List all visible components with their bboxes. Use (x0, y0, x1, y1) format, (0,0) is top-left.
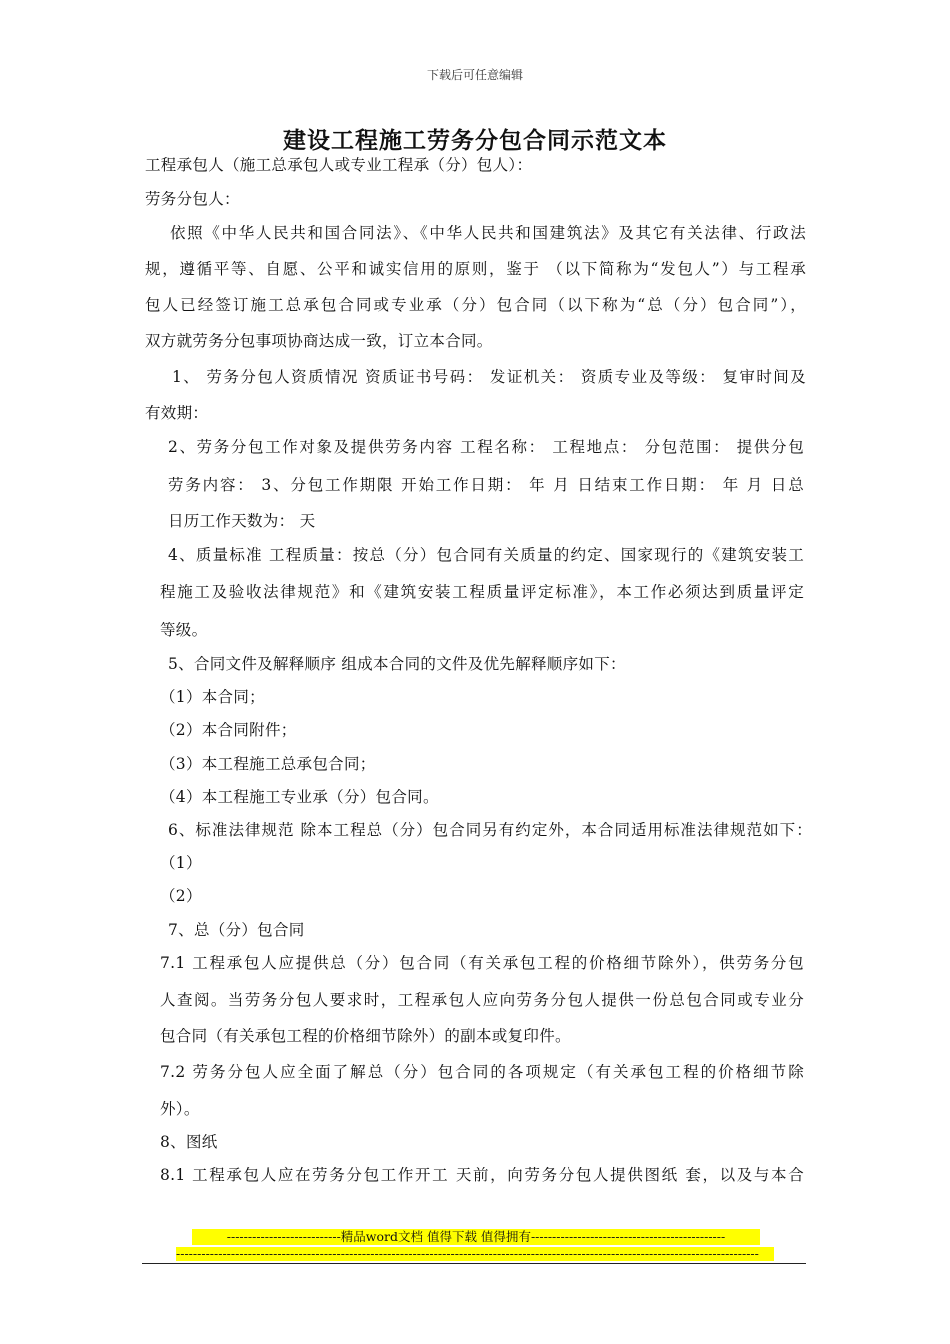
body-line: 有效期： (145, 404, 209, 422)
document-title: 建设工程施工劳务分包合同示范文本 (283, 127, 667, 154)
header-note: 下载后可任意编辑 (426, 68, 523, 82)
body-line: （4）本工程施工专业承（分）包合同。 (160, 788, 439, 806)
body-line: 规，遵循平等、自愿、公平和诚实信用的原则，鉴于 （以下简称为“发包人”）与工程承 (145, 260, 806, 278)
footer-dash-line: ------------------------------------------------------------------------------------------------------------------------------------------ (176, 1247, 774, 1261)
body-line: 人查阅。当劳务分包人要求时，工程承包人应向劳务分包人提供一份总包合同或专业分 (160, 991, 804, 1009)
body-line: 等级。 (160, 621, 208, 639)
body-line: 依照《中华人民共和国合同法》、《中华人民共和国建筑法》及其它有关法律、行政法 (170, 224, 806, 242)
body-line: （2）本合同附件； (160, 721, 297, 739)
body-line: （2） (160, 887, 202, 905)
body-line: 7.2 劳务分包人应全面了解总（分）包合同的各项规定（有关承包工程的价格细节除 (160, 1063, 804, 1081)
body-line: 6、标准法律规范 除本工程总（分）包合同另有约定外，本合同适用标准法律规范如下： (168, 821, 812, 839)
body-line: 4、质量标准 工程质量：按总（分）包合同有关质量的约定、国家现行的《建筑安装工 (168, 546, 804, 564)
body-line: 劳务分包人： (145, 190, 240, 208)
body-line: 双方就劳务分包事项协商达成一致，订立本合同。 (145, 332, 493, 350)
body-line: 7、总（分）包合同 (168, 921, 305, 939)
body-line: 5、合同文件及解释顺序 组成本合同的文件及优先解释顺序如下： (168, 655, 626, 673)
body-line: 2、劳务分包工作对象及提供劳务内容 工程名称： 工程地点： 分包范围： 提供分包 (168, 438, 804, 456)
body-line: 1、 劳务分包人资质情况 资质证书号码： 发证机关： 资质专业及等级： 复审时间及 (172, 368, 806, 386)
body-line: 7.1 工程承包人应提供总（分）包合同（有关承包工程的价格细节除外），供劳务分包 (160, 954, 804, 972)
body-line: 日历工作天数为： 天 (168, 512, 316, 530)
body-line: （1）本合同； (160, 688, 265, 706)
body-line: 8、图纸 (160, 1133, 218, 1151)
body-line: 外）。 (160, 1100, 200, 1118)
body-line: 劳务内容： 3、分包工作期限 开始工作日期： 年 月 日结束工作日期： 年 月 日总 (168, 476, 804, 494)
footer-banner: ---------------------------精品word文档 值得下载 值得拥有---------------------------------------------- (192, 1229, 760, 1245)
body-line: 程施工及验收法律规范》和《建筑安装工程质量评定标准》，本工作必须达到质量评定 (160, 583, 804, 601)
body-line: （3）本工程施工总承包合同； (160, 755, 376, 773)
body-line: 包人已经签订施工总承包合同或专业承（分）包合同（以下称为“总（分）包合同”）， (145, 296, 806, 314)
body-line: （1） (160, 854, 202, 872)
body-line: 包合同（有关承包工程的价格细节除外）的副本或复印件。 (160, 1027, 571, 1045)
body-line: 工程承包人（施工总承包人或专业工程承（分）包人）： (145, 156, 533, 174)
body-line: 8.1 工程承包人应在劳务分包工作开工 天前，向劳务分包人提供图纸 套，以及与本合 (160, 1166, 804, 1184)
footer-rule (142, 1263, 806, 1264)
